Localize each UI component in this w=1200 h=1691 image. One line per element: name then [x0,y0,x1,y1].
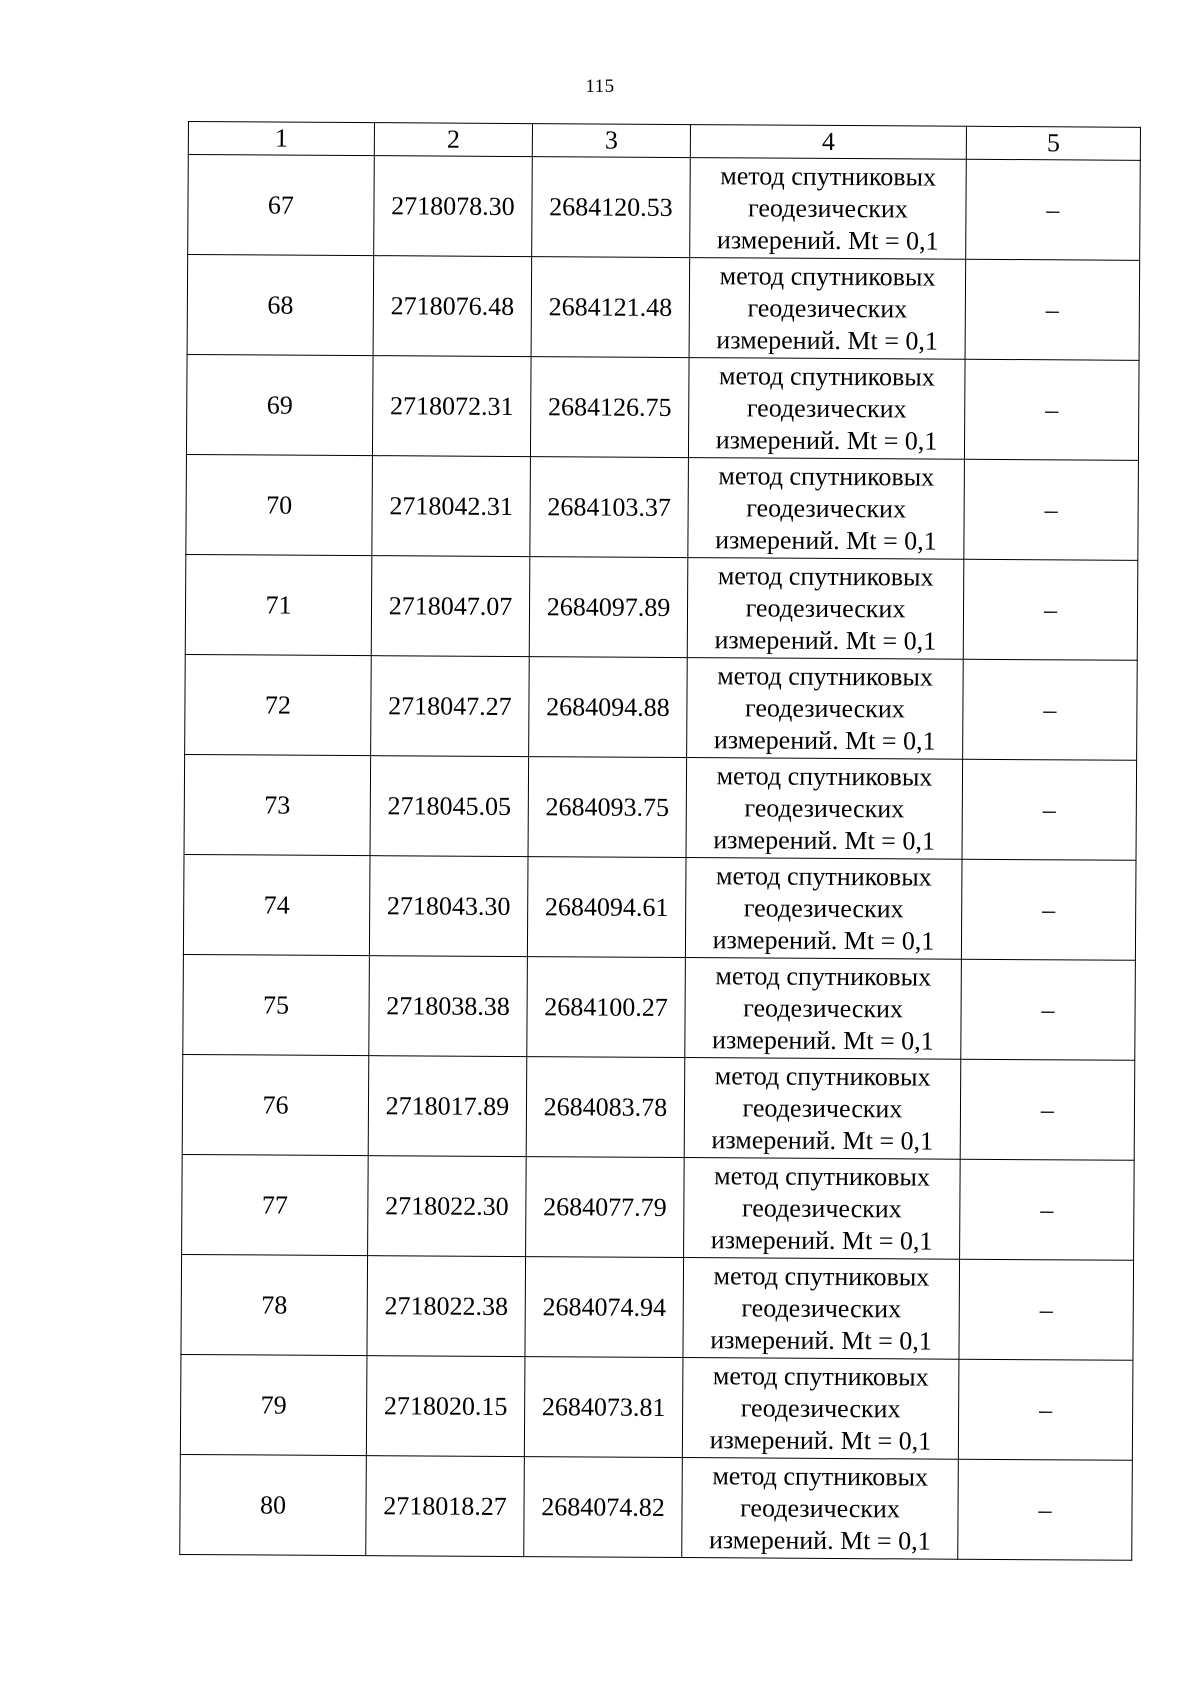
method-cell [689,258,966,360]
description-cell: – [958,1459,1133,1560]
method-line: геодезических [741,1293,902,1324]
method-line: метод спутниковых [719,361,935,392]
table-row [186,454,1139,560]
point-number-cell: 72 [185,654,372,755]
x-coordinate-cell: 2718038.38 [369,956,528,1057]
description-cell: – [964,359,1139,460]
method-line: измерений. Mt = 0,1 [711,1125,934,1156]
method-line: измерений. Mt = 0,1 [715,425,938,456]
point-number-cell: 70 [186,454,373,555]
point-number-cell: 68 [187,255,374,356]
method-line: геодезических [748,193,908,224]
method-line: измерений. Mt = 0,1 [713,725,936,756]
x-coordinate-cell: 2718072.31 [372,356,531,457]
method-line: измерений. Mt = 0,1 [710,1225,933,1256]
method-line: геодезических [746,393,907,424]
table-row [182,1154,1135,1260]
y-coordinate-cell: 2684083.78 [526,1057,685,1158]
method-cell [682,1358,959,1460]
y-coordinate-cell: 2684074.82 [524,1457,683,1558]
point-number-cell: 71 [185,554,372,655]
method-cell [687,558,964,660]
point-number-cell: 78 [181,1254,368,1355]
x-coordinate-cell: 2718047.27 [371,656,530,757]
method-line: измерений. Mt = 0,1 [715,525,937,556]
point-number-cell: 73 [184,754,371,855]
method-line: измерений. Mt = 0,1 [714,625,937,656]
table-row [182,1054,1135,1160]
y-coordinate-cell: 2684077.79 [526,1157,685,1258]
description-cell: – [958,1359,1133,1460]
method-line: метод спутниковых [717,561,934,592]
table-row [184,754,1137,860]
point-number-cell: 76 [182,1054,369,1155]
column-header-5: 5 [966,126,1140,160]
description-cell: – [961,859,1136,960]
column-header-4: 4 [690,125,966,160]
method-line: метод спутниковых [718,461,935,492]
method-cell [688,358,965,460]
table-row [187,255,1140,361]
method-cell [688,458,965,560]
method-cell [687,658,964,760]
method-cell [685,858,962,960]
point-number-cell: 77 [182,1154,369,1255]
table-row [186,354,1139,460]
method-line: метод спутниковых [714,1161,930,1192]
method-line: геодезических [747,293,908,324]
y-coordinate-cell: 2684073.81 [524,1357,683,1458]
method-line: геодезических [740,1493,900,1524]
method-line: метод спутниковых [712,1361,929,1392]
table-row [180,1454,1133,1560]
y-coordinate-cell: 2684121.48 [531,257,690,358]
column-header-3: 3 [532,124,690,158]
method-line: геодезических [743,993,904,1024]
table-row [183,954,1136,1060]
method-line: геодезических [742,1093,903,1124]
method-line: измерений. Mt = 0,1 [711,1025,934,1056]
method-line: измерений. Mt = 0,1 [710,1325,932,1356]
column-header-2: 2 [374,123,532,157]
point-number-cell: 79 [180,1354,367,1455]
method-line: метод спутниковых [720,161,937,192]
x-coordinate-cell: 2718022.38 [367,1256,526,1357]
description-cell: – [960,1159,1135,1260]
method-line: метод спутниковых [717,661,934,692]
x-coordinate-cell: 2718022.30 [368,1156,527,1257]
method-line: измерений. Mt = 0,1 [713,825,936,856]
x-coordinate-cell: 2718076.48 [373,256,532,357]
method-cell [683,1258,960,1360]
method-cell [684,1058,961,1160]
point-number-cell: 69 [186,354,373,455]
method-line: метод спутниковых [715,861,932,892]
table-row [185,654,1138,760]
method-line: геодезических [746,493,907,524]
method-cell [682,1458,959,1560]
description-cell: – [960,1059,1135,1160]
table-row [180,1354,1133,1460]
y-coordinate-cell: 2684100.27 [527,957,686,1058]
method-line: метод спутниковых [716,761,933,792]
table-row [183,854,1136,960]
y-coordinate-cell: 2684093.75 [528,757,687,858]
method-line: геодезических [741,1193,902,1224]
y-coordinate-cell: 2684094.88 [529,657,688,758]
method-line: метод спутниковых [712,1461,929,1492]
point-number-cell: 67 [188,155,375,256]
method-line: измерений. Mt = 0,1 [708,1525,931,1556]
x-coordinate-cell: 2718078.30 [374,156,533,257]
method-cell [686,758,963,860]
page-number: 115 [585,76,615,97]
method-line: измерений. Mt = 0,1 [712,925,935,956]
method-cell [685,958,962,1060]
x-coordinate-cell: 2718043.30 [369,856,528,957]
y-coordinate-cell: 2684126.75 [530,357,689,458]
method-line: геодезических [745,593,906,624]
method-cell [690,158,967,260]
description-cell: – [959,1259,1134,1360]
y-coordinate-cell: 2684120.53 [532,157,691,258]
method-line: измерений. Mt = 0,1 [716,325,939,356]
x-coordinate-cell: 2718045.05 [370,756,529,857]
y-coordinate-cell: 2684094.61 [527,857,686,958]
point-number-cell: 74 [183,854,370,955]
x-coordinate-cell: 2718018.27 [366,1456,525,1557]
method-line: геодезических [740,1393,901,1424]
y-coordinate-cell: 2684097.89 [529,557,688,658]
table-body [180,155,1141,1561]
description-cell: – [965,259,1140,360]
coordinates-table [179,121,1141,1561]
method-line: геодезических [744,693,905,724]
description-cell: – [961,959,1136,1060]
x-coordinate-cell: 2718047.07 [371,556,530,657]
method-line: измерений. Mt = 0,1 [716,225,939,256]
method-line: метод спутниковых [714,1061,931,1092]
y-coordinate-cell: 2684103.37 [530,457,689,558]
table-row [185,554,1138,660]
method-line: метод спутниковых [715,961,932,992]
y-coordinate-cell: 2684074.94 [525,1257,684,1358]
point-number-cell: 80 [180,1454,367,1555]
description-cell: – [963,659,1138,760]
coordinates-table-container [179,121,1140,1561]
method-line: измерений. Mt = 0,1 [709,1425,932,1456]
method-line: геодезических [743,893,904,924]
description-cell: – [962,759,1137,860]
description-cell: – [963,559,1138,660]
table-row [188,155,1141,261]
description-cell: – [966,159,1141,260]
point-number-cell: 75 [183,954,370,1055]
method-line: геодезических [744,793,905,824]
method-line: метод спутниковых [719,261,936,292]
method-cell [684,1158,961,1260]
description-cell: – [964,459,1139,560]
column-header-1: 1 [188,122,374,156]
method-line: метод спутниковых [713,1261,930,1292]
table-row [181,1254,1134,1360]
x-coordinate-cell: 2718020.15 [366,1356,525,1457]
x-coordinate-cell: 2718042.31 [372,456,531,557]
x-coordinate-cell: 2718017.89 [368,1056,527,1157]
